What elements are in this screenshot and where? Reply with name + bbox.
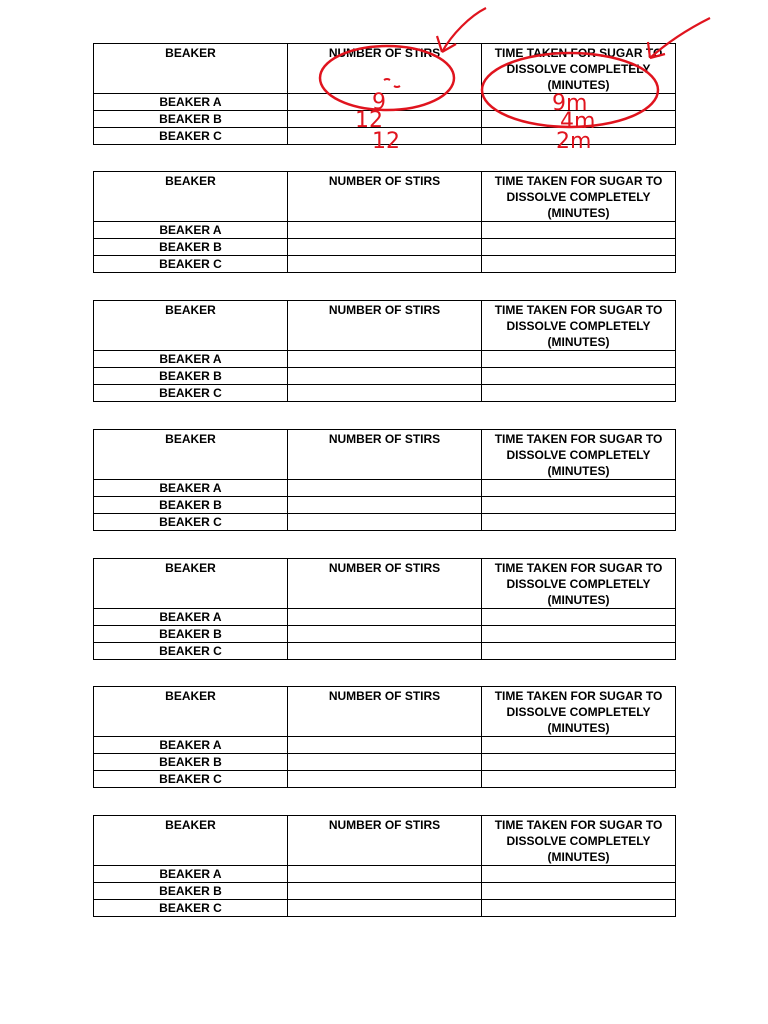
header-time-taken: TIME TAKEN FOR SUGAR TO DISSOLVE COMPLETELY (MINUTES) xyxy=(482,430,676,480)
header-beaker: BEAKER xyxy=(94,816,288,866)
table-row xyxy=(94,737,676,754)
beaker-label: BEAKER C xyxy=(94,128,288,145)
stirs-cell xyxy=(288,239,482,256)
table-row xyxy=(94,900,676,917)
stirs-cell xyxy=(288,866,482,883)
handwritten-stirs-c: 12 xyxy=(372,129,400,154)
beaker-label: BEAKER A xyxy=(94,609,288,626)
header-beaker: BEAKER xyxy=(94,301,288,351)
time-cell xyxy=(482,368,676,385)
time-cell xyxy=(482,385,676,402)
results-table-5 xyxy=(93,558,676,660)
beaker-label: BEAKER C xyxy=(94,771,288,788)
time-cell xyxy=(482,480,676,497)
stirs-cell xyxy=(288,222,482,239)
stirs-cell xyxy=(288,609,482,626)
beaker-label: BEAKER C xyxy=(94,643,288,660)
time-cell xyxy=(482,128,676,145)
beaker-label: BEAKER A xyxy=(94,94,288,111)
stirs-cell xyxy=(288,900,482,917)
beaker-label: BEAKER B xyxy=(94,754,288,771)
stirs-cell xyxy=(288,883,482,900)
table-row xyxy=(94,514,676,531)
time-cell xyxy=(482,771,676,788)
time-cell xyxy=(482,111,676,128)
time-cell xyxy=(482,514,676,531)
beaker-label: BEAKER C xyxy=(94,514,288,531)
beaker-label: BEAKER A xyxy=(94,737,288,754)
beaker-label: BEAKER B xyxy=(94,883,288,900)
handwritten-time-b: 4m xyxy=(560,109,596,134)
table-row xyxy=(94,497,676,514)
stirs-cell xyxy=(288,94,482,111)
beaker-label: BEAKER C xyxy=(94,256,288,273)
table-row xyxy=(94,239,676,256)
beaker-label: BEAKER C xyxy=(94,900,288,917)
time-cell xyxy=(482,866,676,883)
table-header-row xyxy=(94,44,676,94)
table-row xyxy=(94,480,676,497)
beaker-label: BEAKER B xyxy=(94,626,288,643)
stirs-cell xyxy=(288,626,482,643)
time-cell xyxy=(482,497,676,514)
table-row xyxy=(94,222,676,239)
time-cell xyxy=(482,737,676,754)
header-number-of-stirs: NUMBER OF STIRS xyxy=(288,430,482,480)
stirs-cell xyxy=(288,771,482,788)
header-time-taken: TIME TAKEN FOR SUGAR TO DISSOLVE COMPLETELY (MINUTES) xyxy=(482,301,676,351)
header-number-of-stirs: NUMBER OF STIRS xyxy=(288,44,482,94)
beaker-label: BEAKER A xyxy=(94,351,288,368)
table-row xyxy=(94,128,676,145)
table-row xyxy=(94,771,676,788)
results-table-1 xyxy=(93,43,676,145)
header-time-taken: TIME TAKEN FOR SUGAR TO DISSOLVE COMPLETELY (MINUTES) xyxy=(482,172,676,222)
header-beaker: BEAKER xyxy=(94,430,288,480)
table-header-row xyxy=(94,301,676,351)
beaker-label: BEAKER A xyxy=(94,480,288,497)
table-row xyxy=(94,368,676,385)
table-header-row xyxy=(94,172,676,222)
results-table-6 xyxy=(93,686,676,788)
table-row xyxy=(94,609,676,626)
table-row xyxy=(94,866,676,883)
table-row xyxy=(94,385,676,402)
header-beaker: BEAKER xyxy=(94,687,288,737)
results-table-2 xyxy=(93,171,676,273)
stirs-cell xyxy=(288,754,482,771)
time-cell xyxy=(482,351,676,368)
header-beaker: BEAKER xyxy=(94,44,288,94)
beaker-label: BEAKER C xyxy=(94,385,288,402)
table-header-row xyxy=(94,559,676,609)
table-header-row xyxy=(94,816,676,866)
results-table-3 xyxy=(93,300,676,402)
stirs-cell xyxy=(288,643,482,660)
stirs-cell xyxy=(288,368,482,385)
table-header-row xyxy=(94,430,676,480)
time-cell xyxy=(482,643,676,660)
beaker-label: BEAKER A xyxy=(94,866,288,883)
stirs-cell xyxy=(288,514,482,531)
table-row xyxy=(94,643,676,660)
handwritten-time-a: 9m xyxy=(552,91,588,116)
time-cell xyxy=(482,94,676,111)
time-cell xyxy=(482,900,676,917)
results-table-7 xyxy=(93,815,676,917)
table-row xyxy=(94,111,676,128)
stirs-cell xyxy=(288,256,482,273)
beaker-label: BEAKER B xyxy=(94,368,288,385)
header-number-of-stirs: NUMBER OF STIRS xyxy=(288,559,482,609)
header-number-of-stirs: NUMBER OF STIRS xyxy=(288,687,482,737)
header-time-taken: TIME TAKEN FOR SUGAR TO DISSOLVE COMPLETELY (MINUTES) xyxy=(482,816,676,866)
table-row xyxy=(94,883,676,900)
handwritten-time-c: 2m xyxy=(556,129,592,154)
handwritten-stirs-a: 9 xyxy=(372,90,386,115)
beaker-label: BEAKER B xyxy=(94,111,288,128)
time-cell xyxy=(482,609,676,626)
header-time-taken: TIME TAKEN FOR SUGAR TO DISSOLVE COMPLETELY (MINUTES) xyxy=(482,687,676,737)
stirs-cell xyxy=(288,111,482,128)
time-cell xyxy=(482,222,676,239)
beaker-label: BEAKER B xyxy=(94,497,288,514)
time-cell xyxy=(482,239,676,256)
results-table-4 xyxy=(93,429,676,531)
header-time-taken: TIME TAKEN FOR SUGAR TO DISSOLVE COMPLETELY (MINUTES) xyxy=(482,44,676,94)
stirs-cell xyxy=(288,351,482,368)
handwritten-stirs-b: 12 xyxy=(355,108,383,133)
stirs-cell xyxy=(288,497,482,514)
table-header-row xyxy=(94,687,676,737)
header-time-taken: TIME TAKEN FOR SUGAR TO DISSOLVE COMPLETELY (MINUTES) xyxy=(482,559,676,609)
header-number-of-stirs: NUMBER OF STIRS xyxy=(288,816,482,866)
stirs-cell xyxy=(288,480,482,497)
table-row xyxy=(94,256,676,273)
stirs-cell xyxy=(288,737,482,754)
header-beaker: BEAKER xyxy=(94,172,288,222)
time-cell xyxy=(482,883,676,900)
time-cell xyxy=(482,256,676,273)
table-row xyxy=(94,754,676,771)
stirs-cell xyxy=(288,385,482,402)
table-row xyxy=(94,351,676,368)
time-cell xyxy=(482,626,676,643)
header-number-of-stirs: NUMBER OF STIRS xyxy=(288,301,482,351)
table-row xyxy=(94,94,676,111)
beaker-label: BEAKER A xyxy=(94,222,288,239)
header-number-of-stirs: NUMBER OF STIRS xyxy=(288,172,482,222)
time-cell xyxy=(482,754,676,771)
header-beaker: BEAKER xyxy=(94,559,288,609)
table-row xyxy=(94,626,676,643)
beaker-label: BEAKER B xyxy=(94,239,288,256)
stirs-cell xyxy=(288,128,482,145)
